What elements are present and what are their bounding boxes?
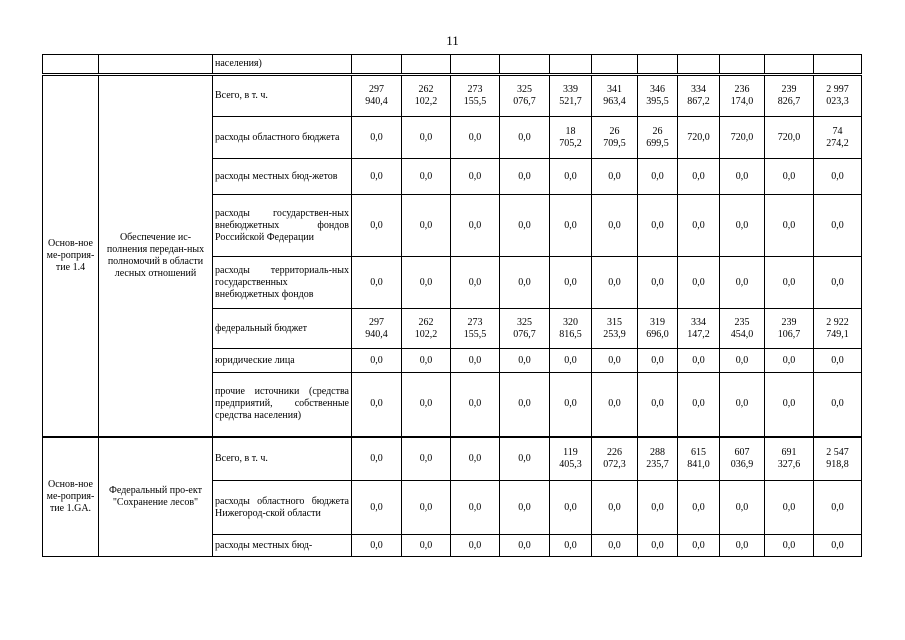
value-cell xyxy=(352,309,402,349)
value-text: 0,0 xyxy=(518,539,531,551)
value-text: 0,0 xyxy=(468,131,482,143)
value-text: 273 155,5 xyxy=(463,316,487,340)
value-cell xyxy=(678,75,720,117)
project-cell: Федеральный про-ект "Сохранение лесов" xyxy=(99,437,213,557)
value-cell xyxy=(500,481,550,535)
value-cell xyxy=(592,535,638,557)
value-cell xyxy=(352,257,402,309)
value-cell xyxy=(678,309,720,349)
value-text: 0,0 xyxy=(651,398,664,410)
value-text: 0,0 xyxy=(608,276,621,288)
value-text: 0,0 xyxy=(370,452,383,464)
value-text: 0,0 xyxy=(419,501,433,513)
value-text: 0,0 xyxy=(651,539,664,551)
value-cell xyxy=(720,437,765,481)
value-text: 226 072,3 xyxy=(603,446,626,470)
value-cell xyxy=(550,159,592,195)
value-text: 0,0 xyxy=(692,219,705,231)
value-text: 0,0 xyxy=(518,452,531,464)
table-row xyxy=(43,55,862,75)
value-cell xyxy=(678,481,720,535)
value-text: 0,0 xyxy=(831,501,844,513)
value-text: 0,0 xyxy=(782,219,796,231)
value-text: 346 395,5 xyxy=(646,84,669,107)
value-cell xyxy=(678,535,720,557)
value-cell xyxy=(451,481,500,535)
value-text: 334 147,2 xyxy=(687,316,710,340)
value-text: 0,0 xyxy=(468,354,482,366)
value-text: 0,0 xyxy=(370,170,383,182)
value-cell xyxy=(765,257,814,309)
value-text: 315 253,9 xyxy=(603,316,626,340)
value-cell xyxy=(678,373,720,437)
value-text: 691 327,6 xyxy=(777,446,801,470)
value-text: 0,0 xyxy=(735,170,749,182)
budget-table xyxy=(42,54,862,557)
funding-source-cell: расходы областного бюджета Нижегород-ской области xyxy=(213,481,352,535)
value-text: 0,0 xyxy=(782,276,796,288)
value-cell xyxy=(638,349,678,373)
value-cell xyxy=(720,349,765,373)
value-cell xyxy=(638,373,678,437)
value-cell xyxy=(352,195,402,257)
value-cell xyxy=(765,75,814,117)
value-text: 262 102,2 xyxy=(414,316,438,340)
value-cell xyxy=(500,373,550,437)
value-text: 0,0 xyxy=(692,354,705,366)
value-text: 0,0 xyxy=(651,170,664,182)
value-cell xyxy=(592,159,638,195)
value-cell xyxy=(814,373,862,437)
value-text: 341 963,4 xyxy=(603,84,626,107)
value-text: 0,0 xyxy=(370,276,383,288)
value-cell xyxy=(638,309,678,349)
value-cell xyxy=(678,195,720,257)
value-text: 0,0 xyxy=(518,398,531,410)
value-cell xyxy=(678,55,720,75)
value-text: 0,0 xyxy=(831,354,844,366)
value-cell xyxy=(678,117,720,159)
value-text: 288 235,7 xyxy=(646,446,669,470)
value-cell xyxy=(814,535,862,557)
value-cell xyxy=(500,257,550,309)
funding-source-cell: Всего, в т. ч. xyxy=(213,75,352,117)
value-text: 325 076,7 xyxy=(513,316,536,340)
value-text: 0,0 xyxy=(608,219,621,231)
value-text: 0,0 xyxy=(564,354,577,366)
value-cell xyxy=(500,75,550,117)
value-cell xyxy=(550,373,592,437)
table-row xyxy=(43,437,862,481)
funding-source-cell: расходы областного бюджета xyxy=(213,117,352,159)
value-text: 0,0 xyxy=(692,398,705,410)
value-cell xyxy=(550,481,592,535)
value-text: 0,0 xyxy=(735,398,749,410)
value-cell xyxy=(592,117,638,159)
value-text: 0,0 xyxy=(564,219,577,231)
value-text: 0,0 xyxy=(831,276,844,288)
value-cell xyxy=(451,535,500,557)
value-text: 0,0 xyxy=(518,501,531,513)
value-text: 0,0 xyxy=(468,452,482,464)
value-text: 0,0 xyxy=(518,131,531,143)
value-text: 0,0 xyxy=(831,398,844,410)
value-cell xyxy=(678,257,720,309)
value-text: 0,0 xyxy=(370,501,383,513)
value-cell xyxy=(352,117,402,159)
value-cell xyxy=(765,535,814,557)
value-text: 18 705,2 xyxy=(559,125,582,149)
value-cell xyxy=(814,349,862,373)
value-cell xyxy=(765,481,814,535)
value-text: 0,0 xyxy=(608,354,621,366)
value-text: 0,0 xyxy=(370,354,383,366)
value-text: 0,0 xyxy=(564,501,577,513)
table-row xyxy=(43,75,862,117)
value-text: 2 922 749,1 xyxy=(826,316,849,340)
value-cell xyxy=(451,55,500,75)
value-cell xyxy=(352,437,402,481)
value-cell xyxy=(451,437,500,481)
value-text: 235 454,0 xyxy=(730,316,754,340)
value-cell xyxy=(765,437,814,481)
value-text: 239 106,7 xyxy=(777,316,801,340)
value-text: 0,0 xyxy=(468,219,482,231)
measure-cell: Основ-ное ме-роприя-тие 1.GA. xyxy=(43,437,99,557)
value-cell xyxy=(402,535,451,557)
value-text: 0,0 xyxy=(564,276,577,288)
value-text: 0,0 xyxy=(608,539,621,551)
value-cell xyxy=(638,195,678,257)
page-number: 11 xyxy=(446,33,459,48)
value-text: 720,0 xyxy=(687,131,710,143)
value-cell xyxy=(500,437,550,481)
value-cell xyxy=(352,75,402,117)
value-text: 26 709,5 xyxy=(603,125,626,149)
value-cell xyxy=(402,481,451,535)
value-cell xyxy=(592,309,638,349)
value-text: 0,0 xyxy=(608,170,621,182)
value-cell xyxy=(720,373,765,437)
value-text: 0,0 xyxy=(692,539,705,551)
value-cell xyxy=(814,309,862,349)
value-text: 0,0 xyxy=(370,131,383,143)
value-cell xyxy=(814,159,862,195)
value-cell xyxy=(451,349,500,373)
value-text: 0,0 xyxy=(782,354,796,366)
value-cell xyxy=(352,535,402,557)
value-cell xyxy=(638,159,678,195)
value-cell xyxy=(638,481,678,535)
value-text: 0,0 xyxy=(370,398,383,410)
value-text: 74 274,2 xyxy=(826,125,849,149)
value-cell xyxy=(765,309,814,349)
value-text: 0,0 xyxy=(782,398,796,410)
measure-cell xyxy=(43,55,99,75)
value-text: 339 521,7 xyxy=(559,84,582,107)
value-cell xyxy=(678,437,720,481)
funding-source-cell: федеральный бюджет xyxy=(213,309,352,349)
value-cell xyxy=(765,349,814,373)
value-text: 0,0 xyxy=(468,398,482,410)
value-cell xyxy=(402,257,451,309)
value-cell xyxy=(814,257,862,309)
value-cell xyxy=(814,55,862,75)
value-cell xyxy=(500,309,550,349)
value-text: 0,0 xyxy=(468,170,482,182)
value-text: 0,0 xyxy=(735,276,749,288)
value-cell xyxy=(550,55,592,75)
value-cell xyxy=(638,55,678,75)
value-text: 615 841,0 xyxy=(687,446,710,470)
value-text: 119 405,3 xyxy=(559,446,582,470)
funding-source-cell: Всего, в т. ч. xyxy=(213,437,352,481)
value-cell xyxy=(402,309,451,349)
funding-source-cell: расходы государствен-ных внебюджетных фондов Российской Федерации xyxy=(213,195,352,257)
value-text: 0,0 xyxy=(608,501,621,513)
value-text: 0,0 xyxy=(735,354,749,366)
value-cell xyxy=(720,257,765,309)
value-cell xyxy=(550,437,592,481)
value-text: 0,0 xyxy=(419,170,433,182)
value-cell xyxy=(500,117,550,159)
value-text: 0,0 xyxy=(518,170,531,182)
value-cell xyxy=(500,159,550,195)
value-cell xyxy=(720,55,765,75)
value-cell xyxy=(451,117,500,159)
value-cell xyxy=(352,159,402,195)
value-text: 0,0 xyxy=(419,354,433,366)
value-text: 0,0 xyxy=(419,452,433,464)
value-cell xyxy=(402,373,451,437)
value-cell xyxy=(550,535,592,557)
value-text: 0,0 xyxy=(831,219,844,231)
value-cell xyxy=(550,117,592,159)
value-text: 0,0 xyxy=(831,170,844,182)
value-cell xyxy=(765,195,814,257)
value-cell xyxy=(352,481,402,535)
value-text: 0,0 xyxy=(518,354,531,366)
value-cell xyxy=(720,75,765,117)
value-text: 273 155,5 xyxy=(463,84,487,107)
value-cell xyxy=(402,75,451,117)
value-text: 0,0 xyxy=(370,219,383,231)
value-text: 0,0 xyxy=(370,539,383,551)
value-cell xyxy=(352,349,402,373)
project-cell: Обеспечение ис-полнения передан-ных полномочий в области лесных отношений xyxy=(99,75,213,437)
value-cell xyxy=(592,481,638,535)
value-text: 0,0 xyxy=(564,398,577,410)
value-text: 0,0 xyxy=(651,276,664,288)
value-cell xyxy=(402,437,451,481)
value-text: 0,0 xyxy=(735,219,749,231)
value-text: 0,0 xyxy=(419,131,433,143)
value-cell xyxy=(402,159,451,195)
value-cell xyxy=(500,535,550,557)
value-cell xyxy=(592,437,638,481)
funding-source-cell: расходы местных бюд- xyxy=(213,535,352,557)
value-text: 720,0 xyxy=(777,131,801,143)
value-text: 320 816,5 xyxy=(559,316,582,340)
value-cell xyxy=(451,257,500,309)
value-cell xyxy=(592,257,638,309)
value-cell xyxy=(678,349,720,373)
value-cell xyxy=(814,75,862,117)
value-text: 319 696,0 xyxy=(646,316,669,340)
value-text: 297 940,4 xyxy=(365,316,388,340)
value-cell xyxy=(720,159,765,195)
value-cell xyxy=(720,481,765,535)
value-cell xyxy=(550,257,592,309)
value-cell xyxy=(550,309,592,349)
value-text: 0,0 xyxy=(608,398,621,410)
funding-source-cell: юридические лица xyxy=(213,349,352,373)
value-text: 0,0 xyxy=(468,276,482,288)
value-text: 0,0 xyxy=(651,219,664,231)
value-cell xyxy=(765,159,814,195)
value-text: 607 036,9 xyxy=(730,446,754,470)
value-text: 0,0 xyxy=(468,501,482,513)
value-text: 0,0 xyxy=(651,354,664,366)
value-cell xyxy=(451,159,500,195)
value-cell xyxy=(765,373,814,437)
value-text: 2 997 023,3 xyxy=(826,84,849,107)
value-text: 297 940,4 xyxy=(365,84,388,107)
value-text: 0,0 xyxy=(692,501,705,513)
value-text: 0,0 xyxy=(564,170,577,182)
measure-cell: Основ-ное ме-роприя-тие 1.4 xyxy=(43,75,99,437)
value-text: 0,0 xyxy=(651,501,664,513)
value-cell xyxy=(550,349,592,373)
value-text: 2 547 918,8 xyxy=(826,446,849,470)
value-cell xyxy=(720,195,765,257)
value-cell xyxy=(720,309,765,349)
funding-source-cell: прочие источники (средства предприятий, собственные средства населения) xyxy=(213,373,352,437)
value-text: 0,0 xyxy=(831,539,844,551)
value-text: 0,0 xyxy=(419,539,433,551)
value-cell xyxy=(451,75,500,117)
value-cell xyxy=(765,55,814,75)
value-cell xyxy=(592,55,638,75)
value-cell xyxy=(814,117,862,159)
value-text: 325 076,7 xyxy=(513,84,536,107)
value-cell xyxy=(638,257,678,309)
value-text: 239 826,7 xyxy=(777,84,801,107)
value-text: 0,0 xyxy=(735,501,749,513)
value-cell xyxy=(402,55,451,75)
value-text: 0,0 xyxy=(518,219,531,231)
value-text: 720,0 xyxy=(730,131,754,143)
value-text: 334 867,2 xyxy=(687,84,710,107)
value-text: 0,0 xyxy=(692,276,705,288)
value-cell xyxy=(814,195,862,257)
value-text: 0,0 xyxy=(735,539,749,551)
value-cell xyxy=(720,117,765,159)
value-text: 0,0 xyxy=(692,170,705,182)
value-text: 0,0 xyxy=(782,539,796,551)
value-cell xyxy=(814,481,862,535)
value-text: 0,0 xyxy=(564,539,577,551)
value-text: 0,0 xyxy=(518,276,531,288)
value-text: 236 174,0 xyxy=(730,84,754,107)
value-cell xyxy=(500,195,550,257)
value-text: 26 699,5 xyxy=(646,125,669,149)
value-cell xyxy=(402,195,451,257)
value-cell xyxy=(451,373,500,437)
value-cell xyxy=(592,349,638,373)
value-cell xyxy=(638,75,678,117)
value-cell xyxy=(402,349,451,373)
value-text: 0,0 xyxy=(468,539,482,551)
value-text: 0,0 xyxy=(419,276,433,288)
funding-source-cell: расходы местных бюд-жетов xyxy=(213,159,352,195)
project-cell xyxy=(99,55,213,75)
value-cell xyxy=(638,117,678,159)
value-cell xyxy=(500,55,550,75)
value-text: 262 102,2 xyxy=(414,84,438,107)
value-text: 0,0 xyxy=(782,501,796,513)
value-cell xyxy=(500,349,550,373)
value-cell xyxy=(814,437,862,481)
value-cell xyxy=(352,55,402,75)
value-cell xyxy=(765,117,814,159)
funding-source-cell: населения) xyxy=(213,55,352,75)
value-cell xyxy=(592,195,638,257)
value-cell xyxy=(592,373,638,437)
value-text: 0,0 xyxy=(419,219,433,231)
value-cell xyxy=(402,117,451,159)
value-cell xyxy=(352,373,402,437)
value-cell xyxy=(720,535,765,557)
value-cell xyxy=(451,195,500,257)
value-cell xyxy=(550,195,592,257)
value-cell xyxy=(678,159,720,195)
value-text: 0,0 xyxy=(419,398,433,410)
value-cell xyxy=(451,309,500,349)
value-cell xyxy=(550,75,592,117)
value-cell xyxy=(592,75,638,117)
value-cell xyxy=(638,535,678,557)
funding-source-cell: расходы территориаль-ных государственных внебюджетных фондов xyxy=(213,257,352,309)
value-cell xyxy=(638,437,678,481)
value-text: 0,0 xyxy=(782,170,796,182)
